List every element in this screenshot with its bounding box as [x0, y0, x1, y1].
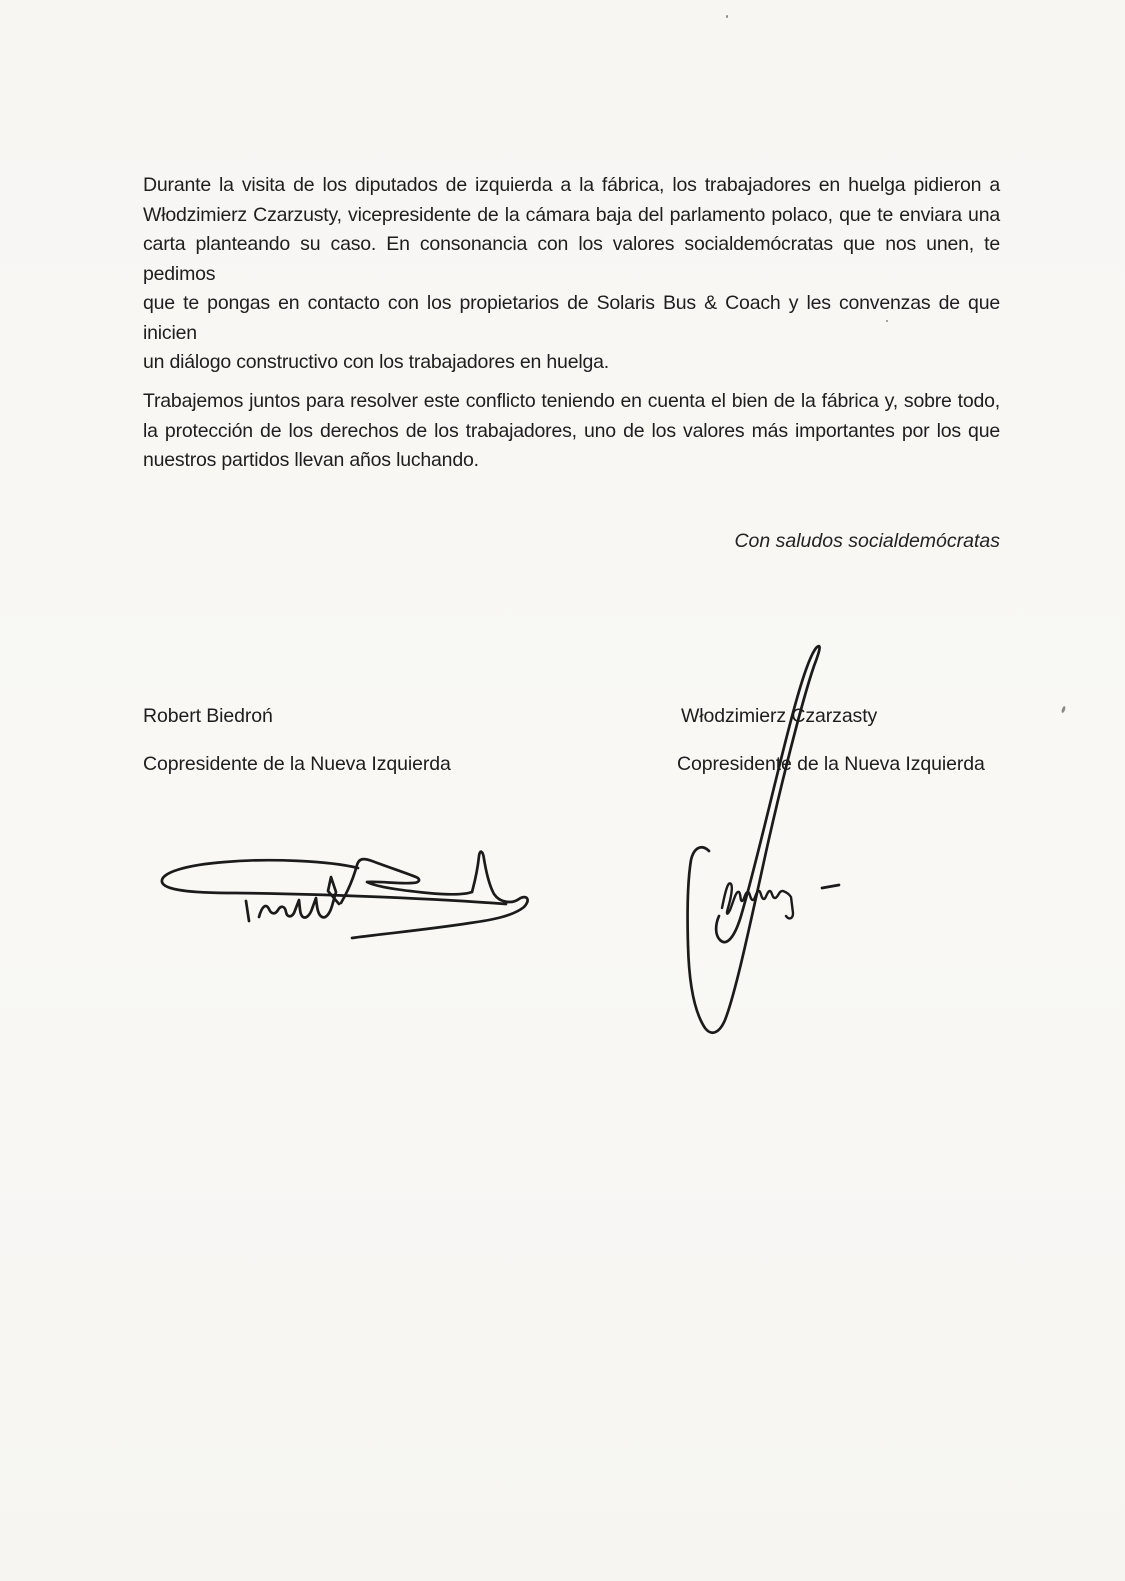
signatory-name-wlodzimierz-czarzasty: Włodzimierz Czarzasty	[681, 705, 878, 727]
signatory-name-robert-biedron: Robert Biedroń	[143, 705, 273, 727]
scan-speck	[1061, 706, 1066, 714]
text-line: Trabajemos juntos para resolver este conflicto teniendo en cuenta el bien de la fábrica y, sobre todo,	[143, 390, 1000, 412]
text-line: que te pongas en contacto con los propietarios de Solaris Bus & Coach y les convenzas de que inicien	[143, 292, 1000, 344]
signature-stroke	[352, 852, 528, 938]
text-line: Włodzimierz Czarzusty, vicepresidente de la cámara baja del parlamento polaco, que te enviara una	[143, 203, 1000, 226]
text-line: la protección de los derechos de los trabajadores, uno de los valores más importantes por los que	[143, 419, 1000, 442]
signature-stroke	[162, 860, 506, 904]
text-line: un diálogo constructivo con los trabajadores en huelga.	[143, 351, 609, 373]
signature-stroke	[822, 885, 839, 888]
signature-stroke	[246, 877, 339, 921]
signature-stroke	[722, 883, 793, 918]
signatory-title-wlodzimierz-czarzasty: Copresidente de la Nueva Izquierda	[677, 753, 985, 775]
signature-robert-biedron	[162, 852, 528, 938]
signature-stroke	[341, 859, 472, 903]
text-line: Durante la visita de los diputados de izquierda a la fábrica, los trabajadores en huelga pidieron a	[143, 174, 1000, 196]
paragraph-2	[143, 387, 1000, 476]
closing-salutation: Con saludos socialdemócratas	[734, 530, 1000, 552]
scan-speck	[886, 320, 888, 322]
signatory-title-robert-biedron: Copresidente de la Nueva Izquierda	[143, 753, 451, 775]
paragraph-1	[143, 171, 1000, 378]
text-line: nuestros partidos llevan años luchando.	[143, 449, 479, 471]
scan-speck	[726, 15, 728, 18]
text-line: carta planteando su caso. En consonancia con los valores socialdemócratas que nos unen, te pedimos	[143, 233, 1000, 285]
